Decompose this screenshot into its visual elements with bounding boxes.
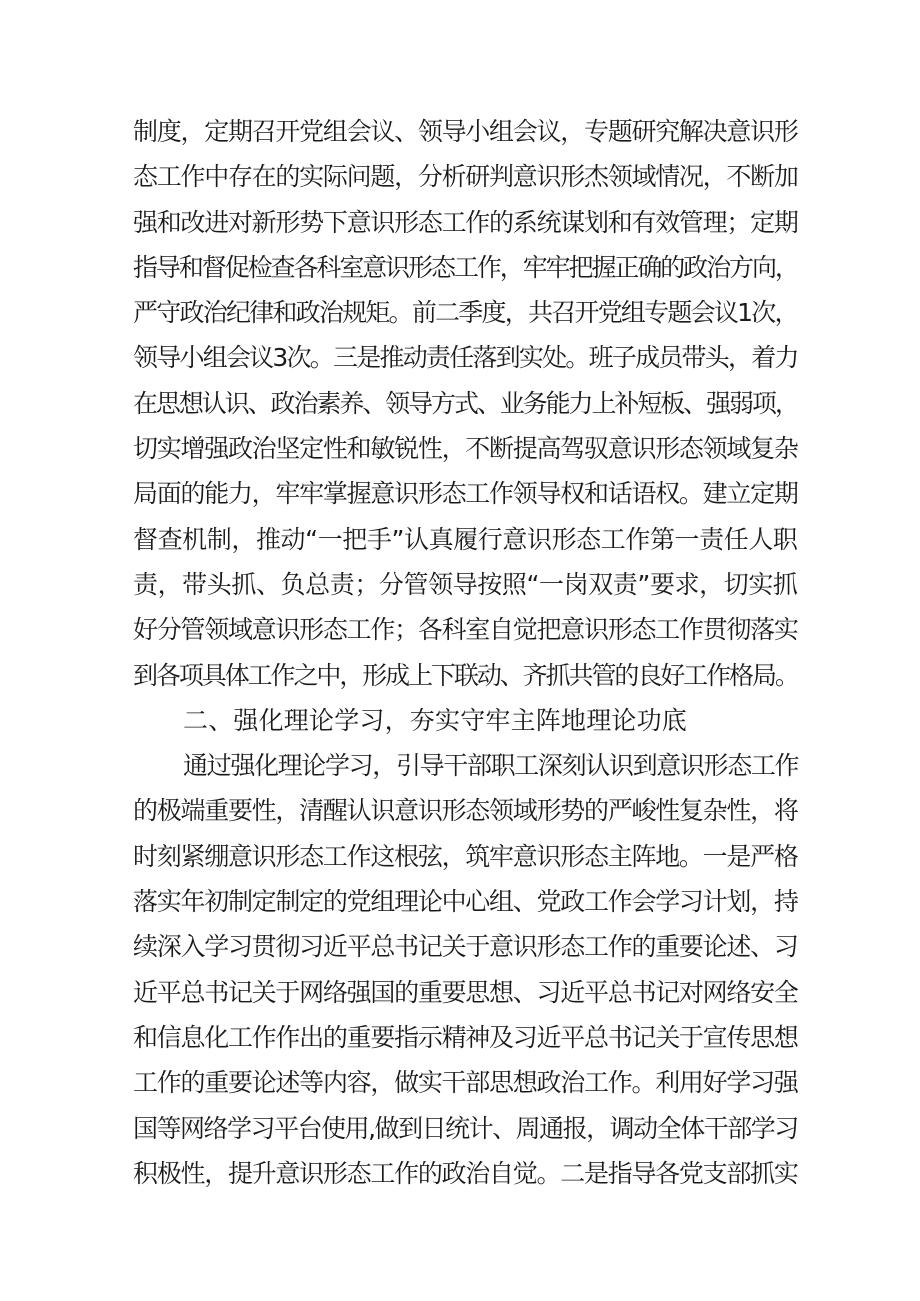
text-line: 强和改进对新形势下意识形态工作的系统谋划和有效管理；定期 — [133, 207, 798, 237]
paragraph-first-line: 通过强化理论学习，引导干部职工深刻认识到意识形态工作 — [183, 751, 799, 781]
text-line: 严守政治纪律和政治规矩。前二季度，共召开党组专题会议1次， — [133, 298, 798, 328]
text-line: 领导小组会议3次。三是推动责任落到实处。班子成员带头，着力 — [133, 343, 798, 373]
text-line: 督查机制，推动“一把手”认真履行意识形态工作第一责任人职 — [133, 524, 798, 554]
text-line: 指导和督促检查各科室意识形态工作，牢牢把握正确的政治方向， — [133, 252, 798, 282]
text-line: 工作的重要论述等内容，做实干部思想政治工作。利用好学习强 — [133, 1068, 798, 1098]
text-line: 好分管领域意识形态工作；各科室自觉把意识形态工作贯彻落实 — [133, 615, 798, 645]
text-line: 落实年初制定制定的党组理论中心组、党政工作会学习计划，持 — [133, 887, 798, 917]
text-line: 切实增强政治坚定性和敏锐性，不断提高驾驭意识形态领域复杂 — [133, 434, 798, 464]
paragraph-first-line: 二、强化理论学习，夯实守牢主阵地理论功底 — [183, 705, 688, 735]
text-line: 制度，定期召开党组会议、领导小组会议，专题研究解决意识形 — [133, 117, 798, 146]
text-line: 的极端重要性，清醒认识意识形态领域形势的严峻性复杂性，将 — [133, 796, 798, 826]
text-line: 国等网络学习平台使用,做到日统计、周通报，调动全体干部学习 — [133, 1113, 798, 1143]
text-line: 态工作中存在的实际问题，分析研判意识形杰领域情况，不断加 — [133, 162, 798, 192]
text-line: 到各项具体工作之中，形成上下联动、齐抓共管的良好工作格局。 — [133, 660, 798, 690]
text-line: 近平总书记关于网络强国的重要思想、习近平总书记对网络安全 — [133, 977, 798, 1007]
document-body — [133, 109, 798, 1196]
text-line: 局面的能力，牢牢掌握意识形态工作领导权和话语权。建立定期 — [133, 479, 798, 509]
text-line: 在思想认识、政治素养、领导方式、业务能力上补短板、强弱项， — [133, 388, 798, 418]
text-line: 责，带头抓、负总责；分管领导按照“一岗双责”要求，切实抓 — [133, 569, 798, 599]
text-line: 和信息化工作作出的重要指示精神及习近平总书记关于宣传思想 — [133, 1022, 798, 1052]
text-line: 积极性，提升意识形态工作的政治自觉。二是指导各党支部抓实 — [133, 1158, 798, 1188]
text-line: 续深入学习贯彻习近平总书记关于意识形态工作的重要论述、习 — [133, 932, 798, 962]
text-line: 时刻紧绷意识形态工作这根弦，筑牢意识形态主阵地。一是严格 — [133, 841, 798, 871]
